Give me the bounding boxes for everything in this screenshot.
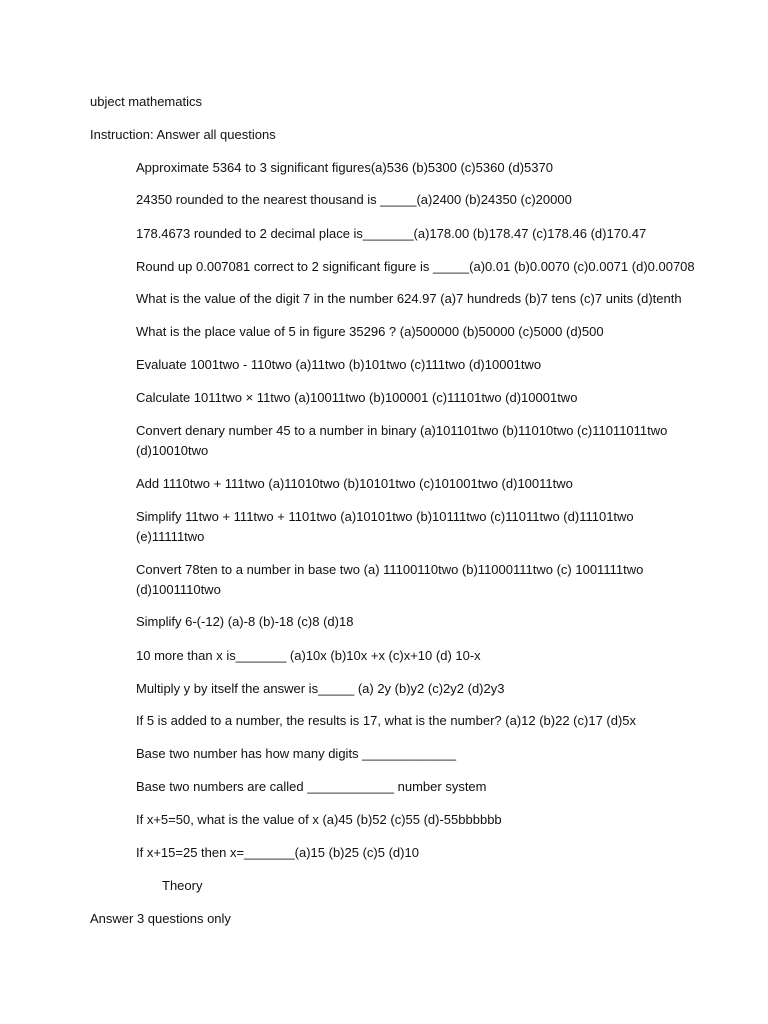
question-item: If x+5=50, what is the value of x (a)45 (b)52 (c)55 (d)-55bbbbbb (136, 812, 502, 827)
question-item: Convert denary number 45 to a number in binary (a)101101two (b)11010two (c)11011011two (d)10010two (136, 423, 672, 458)
question-item: Add 1110two + 111two (a)11010two (b)10101two (c)101001two (d)10011two (136, 476, 573, 491)
question-item: Approximate 5364 to 3 significant figures(a)536 (b)5300 (c)5360 (d)5370 (136, 160, 553, 175)
question-item: Base two numbers are called ____________ number system (136, 779, 487, 794)
question-item: Calculate 1011two × 11two (a)10011two (b)100001 (c)11101two (d)10001two (136, 390, 578, 405)
question-item: Evaluate 1001two - 110two (a)11two (b)101two (c)111two (d)10001two (136, 357, 542, 372)
question-item: What is the place value of 5 in figure 35296 ? (a)500000 (b)50000 (c)5000 (d)500 (136, 324, 604, 339)
instruction-line: Instruction: Answer all questions (90, 127, 276, 142)
subject-line: ubject mathematics (90, 94, 202, 109)
question-item: Convert 78ten to a number in base two (a) 11100110two (b)11000111two (c) 1001111two (d)1001110two (136, 562, 647, 597)
question-item: What is the value of the digit 7 in the number 624.97 (a)7 hundreds (b)7 tens (c)7 units (d)tenth (136, 291, 682, 306)
question-item: Simplify 11two + 111two + 1101two (a)10101two (b)10111two (c)11011two (d)11101two (e)11111two (136, 509, 638, 544)
theory-heading: Theory (162, 878, 203, 893)
question-item: Round up 0.007081 correct to 2 significant figure is _____(a)0.01 (b)0.0070 (c)0.0071 (d)0.00708 (136, 259, 695, 274)
question-item: 10 more than x is_______ (a)10x (b)10x +x (c)x+10 (d) 10-x (136, 648, 481, 663)
question-item: 24350 rounded to the nearest thousand is _____(a)2400 (b)24350 (c)20000 (136, 192, 572, 207)
question-item: If x+15=25 then x=_______(a)15 (b)25 (c)5 (d)10 (136, 845, 419, 860)
question-item: Simplify 6-(-12) (a)-8 (b)-18 (c)8 (d)18 (136, 614, 354, 629)
final-instruction: Answer 3 questions only (90, 911, 231, 926)
question-item: If 5 is added to a number, the results is 17, what is the number? (a)12 (b)22 (c)17 (d)5x (136, 713, 637, 728)
question-item: Multiply y by itself the answer is_____ (a) 2y (b)y2 (c)2y2 (d)2y3 (136, 681, 505, 696)
question-item: 178.4673 rounded to 2 decimal place is_______(a)178.00 (b)178.47 (c)178.46 (d)170.47 (136, 226, 647, 241)
question-item: Base two number has how many digits _____________ (136, 746, 457, 761)
